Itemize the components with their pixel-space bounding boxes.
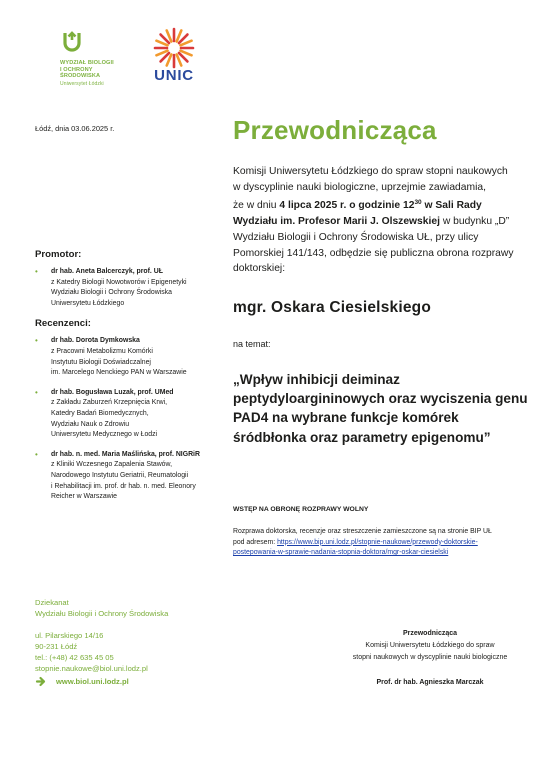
faculty-name: Wydziału Biologii i Ochrony Środowiska (35, 609, 169, 618)
defense-time-minutes: 30 (414, 199, 422, 207)
bip-notice (233, 527, 533, 559)
intro-line-1: Komisji Uniwersytetu Łódzkiego do spraw stopni naukowych (233, 166, 508, 177)
email: stopnie.naukowe@biol.uni.lodz.pl (35, 664, 148, 673)
free-entry-notice: WSTĘP NA OBRONĘ ROZPRAWY WOLNY (233, 506, 369, 513)
thesis-title-line-2: peptydyloargininowych oraz wyciszenia genu (233, 391, 528, 407)
reviewer-entry (35, 388, 225, 441)
announcement-text (233, 164, 523, 277)
reviewer-affil: z Zakładu Zaburzeń Krzepnięcia Krwi, (51, 399, 168, 407)
reviewer-affil: Uniwersytetu Medycznego w Łodzi (51, 431, 158, 439)
reviewer-affil: i Rehabilitacji im. prof. dr hab. n. med. Eleonory (51, 482, 196, 490)
reviewer-affil: Instytutu Biologii Doświadczalnej (51, 358, 151, 366)
thesis-title-line-1: „Wpływ inhibicji deiminaz (233, 372, 400, 387)
reviewer-affil: Narodowego Instytutu Geriatrii, Reumatologii (51, 471, 189, 479)
faculty-logo-mark-icon (61, 31, 83, 53)
bip-line-3 (233, 548, 533, 559)
reviewer-name: dr hab. Dorota Dymkowska (51, 337, 140, 345)
reviewer-affil: Wydziału Nauk o Zdrowiu (51, 420, 130, 428)
bullet-icon: • (35, 449, 38, 459)
page-title: Przewodnicząca (233, 115, 437, 145)
promotor-affil-1: z Katedry Biologii Nowotworów i Epigenetyki (51, 278, 187, 286)
street-address: ul. Pilarskiego 14/16 (35, 631, 104, 640)
signatory-name: Prof. dr hab. Agnieszka Marczak (376, 679, 484, 687)
thesis-title-line-4: śródbłonka oraz parametry epigenomu” (233, 429, 491, 445)
bip-line-1: Rozprawa doktorska, recenzje oraz streszczenie zamieszczone są na stronie BIP UŁ (233, 528, 492, 535)
faculty-logo (60, 31, 130, 87)
promotor-affil-2: Wydziału Biologii i Ochrony Środowiska (51, 289, 172, 297)
intro-when-prefix: że w dniu (233, 200, 280, 212)
intro-line-6: Pomorskiej 141/143, odbędzie się publiczna obrona rozprawy (233, 247, 514, 259)
website-link[interactable] (35, 676, 129, 687)
dean-office: Dziekanat (35, 598, 69, 607)
intro-line-7: doktorskiej: (233, 263, 286, 275)
reviewer-entry (35, 450, 225, 503)
defense-building: w budynku „D” (439, 216, 510, 228)
signature-block (330, 628, 530, 689)
university-line: Uniwersytet Łódzki (60, 80, 104, 87)
intro-line-5: Wydziału Biologii i Ochrony Środowiska UŁ, przy ulicy (233, 231, 479, 243)
defense-room-name: Wydziału im. Profesor Marii J. Olszewskiej (233, 216, 440, 228)
signature-line-2: stopni naukowych w dyscyplinie nauki biologiczne (352, 653, 508, 661)
faculty-logo-line-1: WYDZIAŁ BIOLOGII (60, 60, 114, 66)
bip-line-2 (233, 538, 533, 549)
arrow-right-icon (35, 676, 46, 687)
bullet-icon: • (35, 336, 38, 346)
promotor-entry (35, 267, 225, 309)
website-url[interactable]: www.biol.uni.lodz.pl (56, 677, 129, 686)
faculty-logo-line-3: ŚRODOWISKA (60, 73, 101, 80)
reviewer-affil: Katedry Badań Biomedycznych, (51, 409, 149, 417)
city-address: 90-231 Łódź (35, 642, 78, 651)
reviewer-affil: z Pracowni Metabolizmu Komórki (51, 347, 153, 355)
intro-line-3 (233, 195, 523, 214)
candidate-name: mgr. Oskara Ciesielskiego (233, 299, 431, 316)
signature-line-1: Komisji Uniwersytetu Łódzkiego do spraw (365, 641, 495, 649)
contact-block (35, 597, 225, 674)
bullet-icon: • (35, 387, 38, 397)
unic-wordmark: UNIC (154, 67, 194, 84)
bip-address-label: pod adresem: (233, 538, 278, 546)
document-date: Łódź, dnia 03.06.2025 r. (35, 124, 115, 133)
reviewers-heading: Recenzenci: (35, 318, 91, 330)
bullet-icon: • (35, 267, 38, 276)
unic-logo (149, 27, 199, 84)
reviewer-name: dr hab. n. med. Maria Maślińska, prof. NIGRiR (51, 450, 200, 458)
promotor-name: dr hab. Aneta Balcerczyk, prof. UŁ (51, 268, 163, 275)
defense-room: w Sali Rady (421, 200, 482, 212)
reviewer-affil: im. Marcelego Nenckiego PAN w Warszawie (51, 369, 187, 377)
reviewer-affil: Reicher w Warszawie (51, 493, 117, 501)
bip-link[interactable]: https://www.bip.uni.lodz.pl/stopnie-naukowe/przewody-doktorskie- (277, 538, 478, 546)
reviewer-entry (35, 336, 225, 378)
reviewer-name: dr hab. Bogusława Luzak, prof. UMed (51, 388, 174, 396)
intro-line-2: w dyscyplinie nauki biologiczne, uprzejmie zawiadamia, (233, 181, 486, 193)
promotor-heading: Promotor: (35, 249, 82, 260)
faculty-logo-line-2: I OCHRONY (60, 66, 93, 73)
promotor-affil-3: Uniwersytetu Łódzkiego (51, 299, 125, 307)
committee-column (35, 249, 225, 512)
topic-label: na temat: (233, 339, 271, 349)
intro-line-4 (233, 214, 523, 230)
thesis-title-line-3: PAD4 na wybrane funkcje komórek (233, 410, 459, 426)
unic-sun-icon (153, 27, 195, 69)
reviewer-affil: z Kliniki Wczesnego Zapalenia Stawów, (51, 461, 173, 469)
thesis-title (233, 370, 528, 447)
defense-date-time: 4 lipca 2025 r. o godzinie 12 (279, 200, 415, 212)
phone: tel.: (+48) 42 635 45 05 (35, 653, 114, 662)
bip-link-continued[interactable]: postepowania-w-sprawie-nadania-stopnia-doktora/mgr-oskar-ciesielski (233, 549, 449, 557)
signature-title: Przewodnicząca (402, 630, 458, 637)
